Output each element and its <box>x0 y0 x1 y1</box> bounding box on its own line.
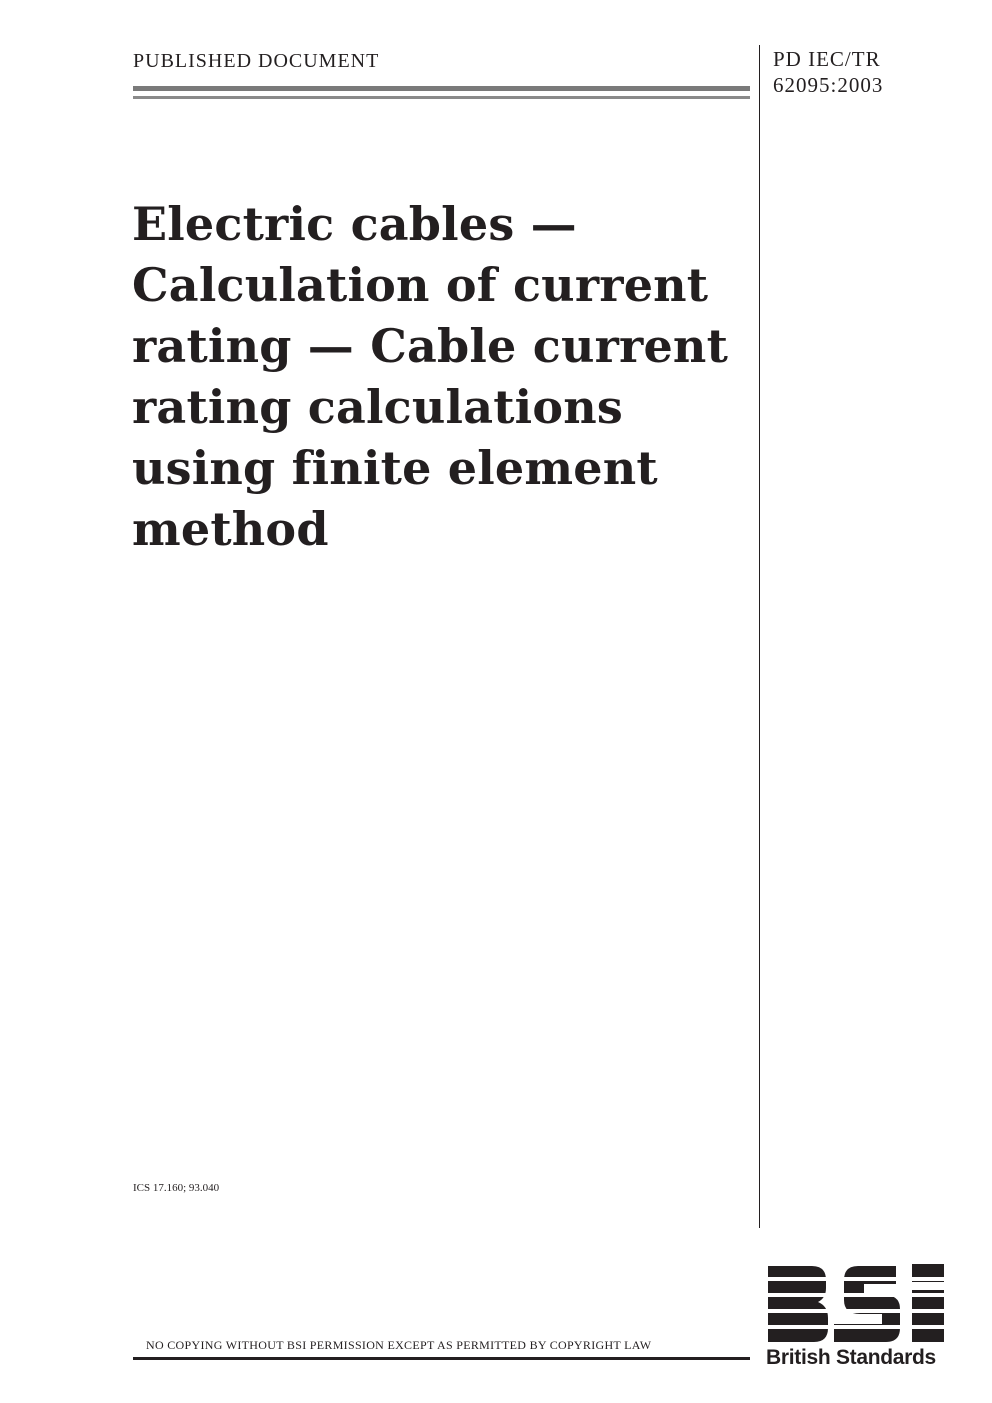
document-identifier-line2: 62095:2003 <box>773 73 884 97</box>
header-rule-thin <box>133 96 750 99</box>
bsi-logo <box>768 1264 944 1344</box>
copyright-notice: NO COPYING WITHOUT BSI PERMISSION EXCEPT AS PERMITTED BY COPYRIGHT LAW <box>146 1338 652 1352</box>
bsi-tagline: British Standards <box>766 1346 936 1369</box>
vertical-divider <box>759 45 760 1228</box>
document-identifier <box>773 46 883 98</box>
header-label: PUBLISHED DOCUMENT <box>133 50 380 72</box>
header-rule-thick <box>133 86 750 91</box>
ics-code: ICS 17.160; 93.040 <box>133 1182 220 1194</box>
document-identifier-line1: PD IEC/TR <box>773 47 881 71</box>
footer-rule <box>133 1357 750 1360</box>
document-title: Electric cables — Calculation of current rating — Cable current rating calculations using finite element method <box>132 197 729 556</box>
